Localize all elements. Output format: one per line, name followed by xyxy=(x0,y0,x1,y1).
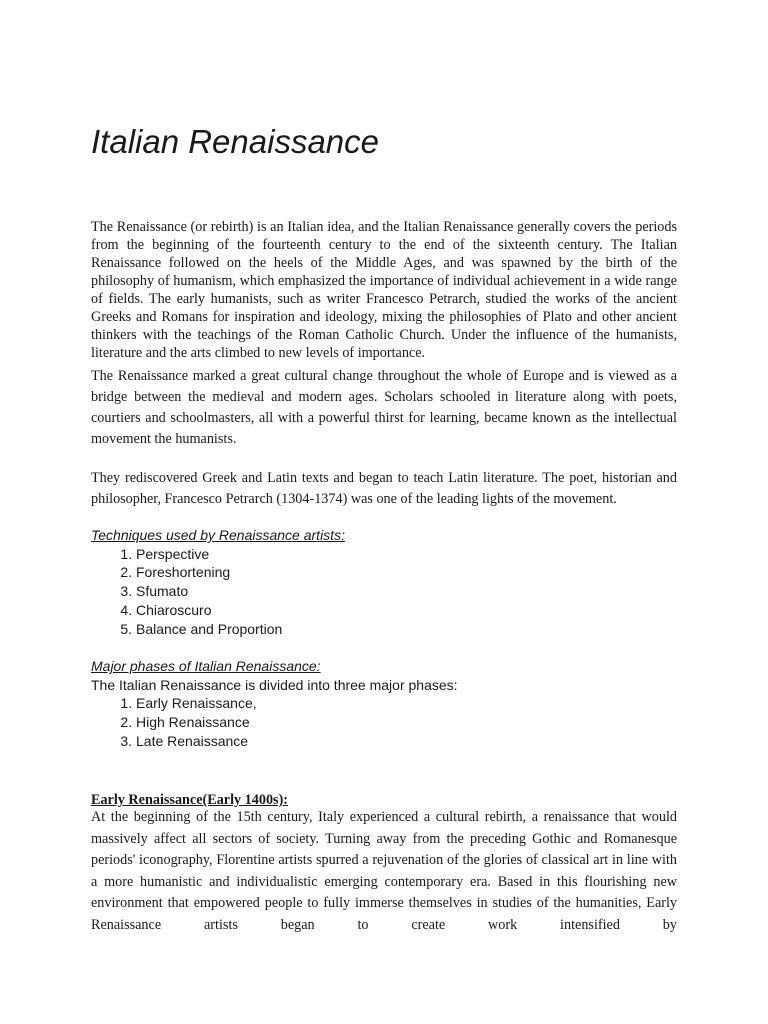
phases-list xyxy=(91,694,677,750)
early-renaissance-paragraph: At the beginning of the 15th century, Italy experienced a cultural rebirth, a renaissance that would massively affect all sectors of society. Turning away from the preceding Gothic and Romanesque periods' iconography, Florentine artists spurred a rejuvenation of the glories of classical art in line with a more humanistic and individualistic emerging contemporary era. Based in this flourishing new environment that empowered people to fully immerse themselves in studies of the humanities, Early Renaissance artists began to create work intensified by xyxy=(91,809,677,933)
list-item: 1. Early Renaissance, xyxy=(136,694,677,713)
techniques-list xyxy=(91,545,677,639)
list-item: 4. Chiaroscuro xyxy=(136,601,677,620)
page-title: Italian Renaissance xyxy=(91,123,380,160)
rediscovery-paragraph: They rediscovered Greek and Latin texts and began to teach Latin literature. The poet, historian and philosopher, Francesco Petrarch (1304-1374) was one of the leading lights of the movement. xyxy=(91,470,677,507)
list-item: 3. Late Renaissance xyxy=(136,732,677,751)
phases-section xyxy=(91,657,677,751)
list-item: 5. Balance and Proportion xyxy=(136,620,677,639)
list-item: 3. Sfumato xyxy=(136,582,677,601)
list-item: 1. Perspective xyxy=(136,545,677,564)
phases-intro: The Italian Renaissance is divided into three major phases: xyxy=(91,676,458,693)
techniques-heading: Techniques used by Renaissance artists: xyxy=(91,527,345,543)
cultural-change-paragraph: The Renaissance marked a great cultural change throughout the whole of Europe and is viewed as a bridge between the medieval and modern ages. Scholars schooled in literature along with poets, courtiers and schoolmasters, all with a powerful thirst for learning, became known as the intellectual movement the humanists. xyxy=(91,368,677,447)
techniques-section xyxy=(91,526,677,638)
early-renaissance-heading: Early Renaissance(Early 1400s): xyxy=(91,792,289,808)
intro-paragraph: The Renaissance (or rebirth) is an Italian idea, and the Italian Renaissance generally covers the periods from the beginning of the fourteenth century to the end of the sixteenth century. The Italian Renaissance followed on the heels of the Middle Ages, and was spawned by the birth of the philosophy of humanism, which emphasized the importance of individual achievement in a wide range of fields. The early humanists, such as writer Francesco Petrarch, studied the works of the ancient Greeks and Romans for inspiration and ideology, mixing the philosophies of Plato and other ancient thinkers with the teachings of the Roman Catholic Church. Under the influence of the humanists, literature and the arts climbed to new levels of importance. xyxy=(91,219,677,361)
list-item: 2. Foreshortening xyxy=(136,563,677,582)
list-item: 2. High Renaissance xyxy=(136,713,677,732)
phases-heading: Major phases of Italian Renaissance: xyxy=(91,658,321,674)
